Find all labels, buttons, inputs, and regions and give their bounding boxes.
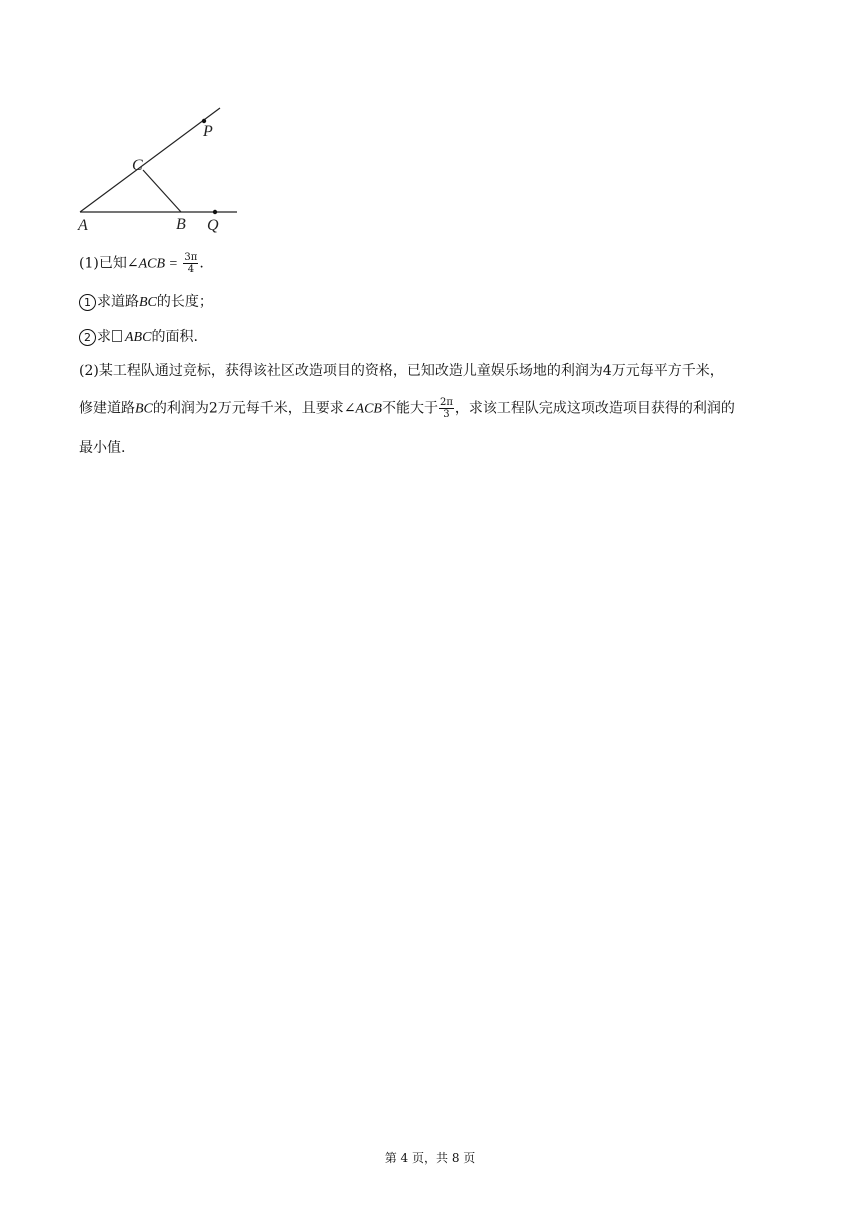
question-1-line xyxy=(79,292,213,313)
triangle-diagram xyxy=(60,95,260,245)
geometry-figure xyxy=(60,95,260,245)
circled-number-2: 2 xyxy=(79,329,96,346)
label-q: Q xyxy=(207,217,219,234)
part2-text-b: 的利润为2万元每千米，且要求 xyxy=(152,400,344,417)
fraction-2pi-3 xyxy=(439,397,454,420)
label-a: A xyxy=(78,217,88,234)
circled-number-1: 1 xyxy=(79,294,96,311)
part1-line xyxy=(79,252,204,275)
part2-text-c: 不能大于 xyxy=(381,400,438,417)
part2-line-3: 最小值. xyxy=(79,440,126,456)
segment-cb xyxy=(143,170,181,212)
page-footer: 第 4 页，共 8 页 xyxy=(384,1151,476,1165)
part2-line-1: (2)某工程队通过竞标，获得该社区改造项目的资格，已知改造儿童娱乐场地的利润为4万元每平方千米， xyxy=(79,363,724,379)
q2-abc: ABC xyxy=(125,330,152,345)
ray-ap xyxy=(80,108,220,212)
part2-line-2 xyxy=(79,397,735,420)
triangle-symbol-icon xyxy=(112,330,122,342)
fraction-3pi-4 xyxy=(183,252,198,275)
part2-text-d: ，求该工程队完成这项改造项目获得的利润的 xyxy=(454,400,735,417)
label-b: B xyxy=(176,216,186,233)
fraction-numerator: 3π xyxy=(184,252,198,263)
fraction-numerator: 2π xyxy=(439,397,453,408)
fraction-denominator: 4 xyxy=(187,264,195,275)
part2-angle: ∠ACB xyxy=(343,401,382,417)
point-q xyxy=(213,210,217,214)
q1-text-b: 的长度； xyxy=(156,294,213,310)
part2-bc: BC xyxy=(135,401,153,417)
part2-text-a: 修建道路 xyxy=(79,400,135,417)
part1-suffix: . xyxy=(199,255,204,272)
part1-prefix: (1)已知 xyxy=(79,255,127,272)
question-2-line xyxy=(79,327,198,348)
q2-text-a: 求 xyxy=(97,329,111,345)
q1-bc: BC xyxy=(139,295,157,310)
label-c: C xyxy=(132,157,143,174)
label-p: P xyxy=(203,123,213,140)
part1-angle: ∠ACB = xyxy=(126,256,178,272)
fraction-denominator: 3 xyxy=(443,409,450,420)
q1-text-a: 求道路 xyxy=(97,294,139,310)
q2-text-b: 的面积. xyxy=(151,329,198,345)
